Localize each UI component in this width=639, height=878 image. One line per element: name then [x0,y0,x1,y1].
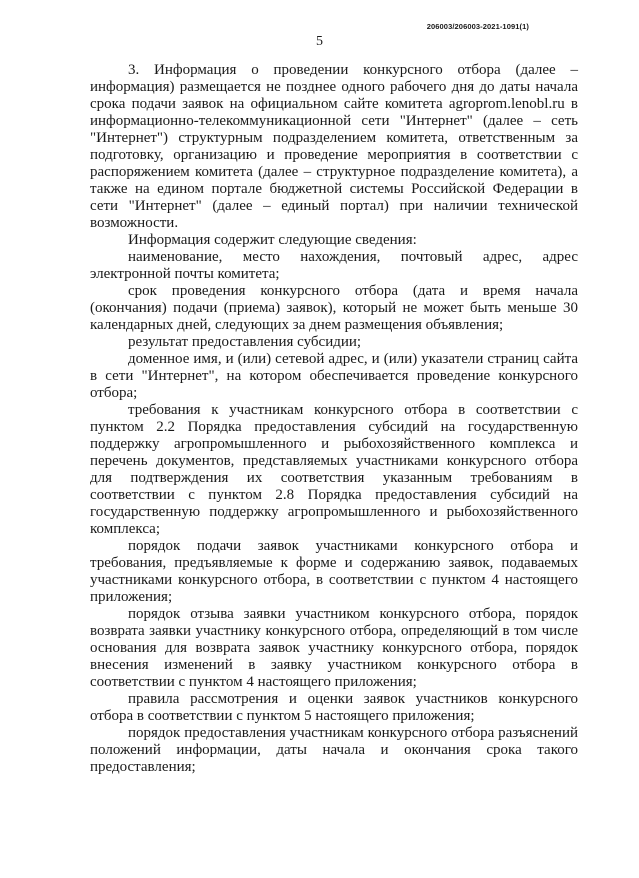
paragraph-evaluation-rules: правила рассмотрения и оценки заявок участников конкурсного отбора в соответствии с пунктом 5 настоящего приложения; [90,691,578,724]
paragraph-submission-procedure: порядок подачи заявок участниками конкурсного отбора и требования, предъявляемые к форме и содержанию заявок, подаваемых участниками конкурсного отбора, в соответствии с пунктом 4 настоящего приложения; [90,538,578,605]
paragraph-withdrawal-procedure: порядок отзыва заявки участником конкурсного отбора, порядок возврата заявки участнику конкурсного отбора, определяющий в том числе основания для возврата заявок участнику конкурсного отбора, порядок внесения изменений в заявку участником конкурсного отбора в соответствии с пунктом 4 настоящего приложения; [90,606,578,690]
paragraph-clarification-procedure: порядок предоставления участникам конкурсного отбора разъяснений положений информации, даты начала и окончания срока такого предоставления; [90,725,578,775]
paragraph-subsidy-result: результат предоставления субсидии; [128,334,362,350]
paragraph-info-contents: Информация содержит следующие сведения: [128,232,417,248]
paragraph-name-address: наименование, место нахождения, почтовый адрес, адрес электронной почты комитета; [90,249,578,282]
document-id: 206003/206003-2021-1091(1) [426,22,529,31]
paragraph-domain-name: доменное имя, и (или) сетевой адрес, и (или) указатели страниц сайта в сети "Интернет", на котором обеспечивается проведение конкурсного отбора; [90,351,578,401]
paragraph-info-publication: 3. Информация о проведении конкурсного отбора (далее – информация) размещается не позднее одного рабочего дня до даты начала срока подачи заявок на официальном сайте комитета agroprom.lenobl.ru в информационно-телекоммуникационной сети "Интернет" (далее – сеть "Интернет") структурным подразделением комитета, ответственным за подготовку, организацию и проведение мероприятия в соответствии с распоряжением комитета (далее – структурное подразделение комитета), а также на едином портале бюджетной системы Российской Федерации в сети "Интернет" (далее – единый портал) при наличии технической возможности. [90,62,578,231]
paragraph-participant-requirements: требования к участникам конкурсного отбора в соответствии с пунктом 2.2 Порядка предоставления субсидий на государственную поддержку агропромышленного и рыбохозяйственного комплекса и перечень документов, представляемых участниками конкурсного отбора для подтверждения их соответствия указанным требованиям в соответствии с пунктом 2.8 Порядка предоставления субсидий на государственную поддержку агропромышленного и рыбохозяйственного комплекса; [90,402,578,537]
page-number: 5 [316,34,323,49]
document-body [90,62,578,776]
paragraph-selection-period: срок проведения конкурсного отбора (дата и время начала (окончания) подачи (приема) заявок), который не может быть меньше 30 календарных дней, следующих за днем размещения объявления; [90,283,578,333]
